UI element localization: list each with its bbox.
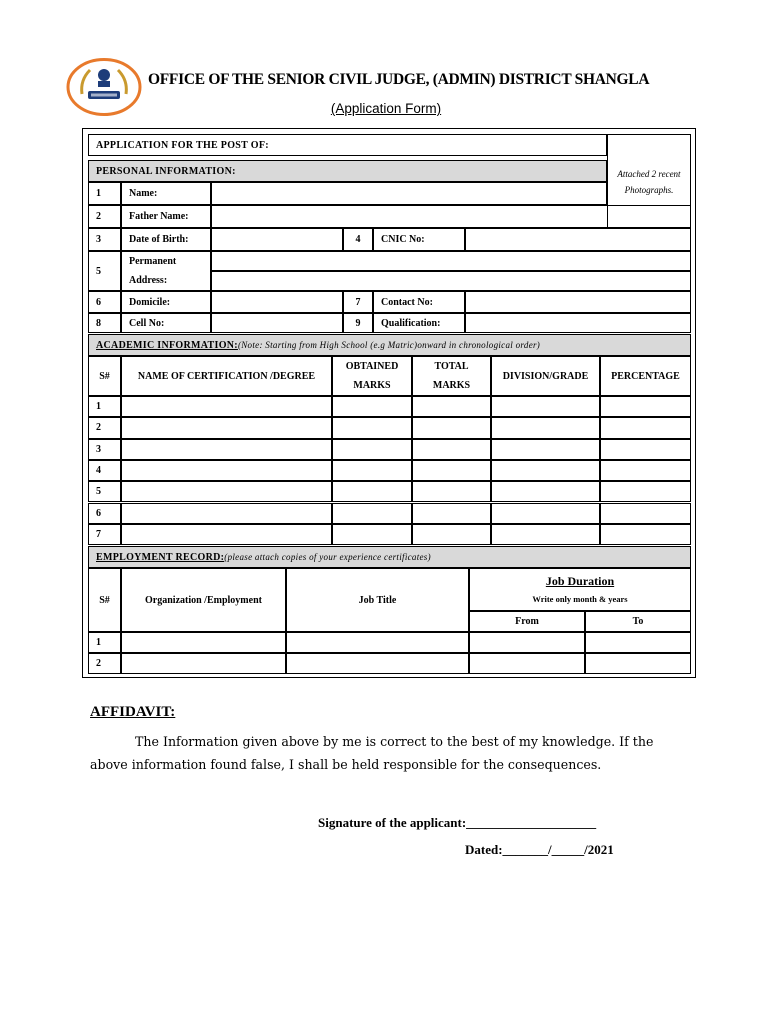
employment-job-title-cell[interactable] [286,632,469,653]
academic-percentage-cell[interactable] [600,503,691,524]
academic-division-cell[interactable] [491,481,600,502]
row-number: 1 [88,182,121,205]
qualification-field[interactable] [465,313,691,333]
post-applied-label: APPLICATION FOR THE POST OF: [88,134,607,156]
employment-from-cell[interactable] [469,653,585,674]
employment-heading: EMPLOYMENT RECORD: (please attach copies of your experience certificates) [88,546,691,568]
academic-obtained-cell[interactable] [332,439,412,460]
academic-percentage-cell[interactable] [600,396,691,417]
academic-percentage-cell[interactable] [600,460,691,481]
academic-division-cell[interactable] [491,439,600,460]
academic-obtained-cell[interactable] [332,503,412,524]
employment-organization-cell[interactable] [121,653,286,674]
academic-certification-cell[interactable] [121,417,332,438]
application-form-frame [82,128,696,678]
cnic-field[interactable] [465,228,691,251]
employment-note: (please attach copies of your experience certificates) [224,552,431,562]
academic-total-cell[interactable] [412,396,491,417]
dob-label: Date of Birth: [121,228,211,251]
academic-total-cell[interactable] [412,439,491,460]
academic-row-number: 2 [88,417,121,438]
academic-certification-cell[interactable] [121,481,332,502]
row-number: 7 [343,291,373,313]
employment-from-cell[interactable] [469,632,585,653]
address-label: Permanent Address: [121,251,211,291]
employment-col-sno: S# [88,568,121,632]
row-number: 3 [88,228,121,251]
cell-field[interactable] [211,313,343,333]
academic-note: (Note: Starting from High School (e.g Matric)onward in chronological order) [237,340,541,350]
dob-field[interactable] [211,228,343,251]
employment-to-cell[interactable] [585,632,691,653]
academic-division-cell[interactable] [491,524,600,545]
employment-organization-cell[interactable] [121,632,286,653]
date-line[interactable]: Dated:_______/_____/2021 [465,842,614,857]
academic-obtained-cell[interactable] [332,417,412,438]
contact-field[interactable] [465,291,691,313]
row-number: 6 [88,291,121,313]
qualification-label: Qualification: [373,313,465,333]
employment-col-organization: Organization /Employment [121,568,286,632]
academic-division-cell[interactable] [491,503,600,524]
affidavit-heading: AFFIDAVIT: [90,704,176,720]
academic-percentage-cell[interactable] [600,417,691,438]
academic-row-number: 6 [88,503,121,524]
academic-certification-cell[interactable] [121,439,332,460]
personal-info-heading: PERSONAL INFORMATION: [88,160,607,182]
academic-row-number: 5 [88,481,121,502]
form-subtitle: (Application Form) [330,101,442,116]
academic-total-cell[interactable] [412,417,491,438]
academic-row-number: 1 [88,396,121,417]
academic-col-obtained: OBTAINED MARKS [332,356,412,396]
academic-certification-cell[interactable] [121,524,332,545]
affidavit-text: The Information given above by me is correct to the best of my knowledge. If the above information found false, I shall be held responsible for the consequences. [90,734,654,772]
academic-certification-cell[interactable] [121,503,332,524]
employment-col-job-title: Job Title [286,568,469,632]
photo-note-line1: Attached 2 recent [617,168,681,179]
academic-row-number: 4 [88,460,121,481]
domicile-label: Domicile: [121,291,211,313]
domicile-field[interactable] [211,291,343,313]
cnic-label: CNIC No: [373,228,465,251]
academic-certification-cell[interactable] [121,460,332,481]
academic-total-cell[interactable] [412,503,491,524]
name-field[interactable] [211,182,607,205]
employment-col-from: From [469,611,585,632]
academic-total-cell[interactable] [412,481,491,502]
row-number: 8 [88,313,121,333]
academic-col-division: DIVISION/GRADE [491,356,600,396]
employment-job-title-cell[interactable] [286,653,469,674]
signature-line[interactable]: Signature of the applicant:____________________ [318,815,597,830]
contact-label: Contact No: [373,291,465,313]
employment-to-cell[interactable] [585,653,691,674]
academic-obtained-cell[interactable] [332,460,412,481]
row-number: 5 [88,251,121,291]
name-label: Name: [121,182,211,205]
academic-col-percentage: PERCENTAGE [600,356,691,396]
row-number: 4 [343,228,373,251]
academic-division-cell[interactable] [491,460,600,481]
address-field-line2[interactable] [211,271,691,291]
employment-col-duration: Job Duration Write only month & years [469,568,691,611]
employment-row-number: 1 [88,632,121,653]
academic-certification-cell[interactable] [121,396,332,417]
academic-obtained-cell[interactable] [332,481,412,502]
academic-division-cell[interactable] [491,396,600,417]
father-name-field[interactable] [211,205,691,228]
academic-total-cell[interactable] [412,524,491,545]
office-title: OFFICE OF THE SENIOR CIVIL JUDGE, (ADMIN) DISTRICT SHANGLA [148,71,650,88]
cell-label: Cell No: [121,313,211,333]
academic-percentage-cell[interactable] [600,524,691,545]
academic-col-sno: S# [88,356,121,396]
academic-col-total: TOTAL MARKS [412,356,491,396]
address-field-line1[interactable] [211,251,691,271]
academic-row-number: 7 [88,524,121,545]
academic-obtained-cell[interactable] [332,396,412,417]
photo-note-line2: Photographs. [624,184,674,195]
row-number: 9 [343,313,373,333]
employment-col-to: To [585,611,691,632]
row-number: 2 [88,205,121,228]
academic-obtained-cell[interactable] [332,524,412,545]
father-name-label: Father Name: [121,205,211,228]
employment-row-number: 2 [88,653,121,674]
academic-percentage-cell[interactable] [600,439,691,460]
academic-division-cell[interactable] [491,417,600,438]
academic-col-certification: NAME OF CERTIFICATION /DEGREE [121,356,332,396]
academic-info-heading: ACADEMIC INFORMATION: (Note: Starting from High School (e.g Matric)onward in chronological order) [88,334,691,356]
academic-total-cell[interactable] [412,460,491,481]
academic-percentage-cell[interactable] [600,481,691,502]
academic-row-number: 3 [88,439,121,460]
